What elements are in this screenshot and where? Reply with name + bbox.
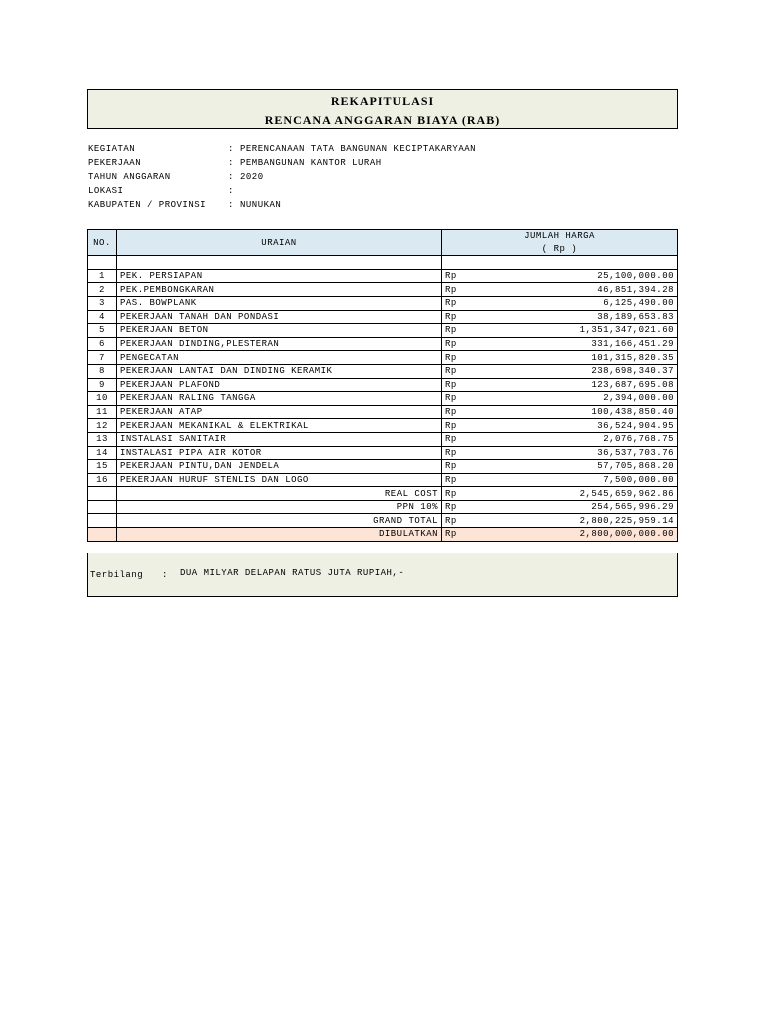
info-label: LOKASI [88,186,124,196]
header-uraian: URAIAN [117,230,442,256]
row-currency: Rp [442,446,477,460]
row-uraian: PEKERJAAN PINTU,DAN JENDELA [117,460,442,474]
title-line-1: REKAPITULASI [330,94,435,108]
header-no: NO. [88,230,117,256]
summary-label: REAL COST [117,487,442,501]
terbilang-box [87,553,678,597]
table-row [88,351,678,365]
row-currency: Rp [442,269,477,283]
row-currency: Rp [442,473,477,487]
row-uraian: INSTALASI PIPA AIR KOTOR [117,446,442,460]
row-value: 6,125,490.00 [476,296,678,310]
info-value: NUNUKAN [240,200,282,210]
summary-empty-cell [88,528,117,542]
row-uraian: PEKERJAAN DINDING,PLESTERAN [117,337,442,351]
row-number: 10 [88,392,117,406]
title-line-2: RENCANA ANGGARAN BIAYA (RAB) [264,113,501,127]
row-number: 1 [88,269,117,283]
table-row [88,337,678,351]
row-value: 238,698,340.37 [476,364,678,378]
row-number: 16 [88,473,117,487]
row-value: 100,438,850.40 [476,405,678,419]
row-currency: Rp [442,378,477,392]
row-uraian: PAS. BOWPLANK [117,296,442,310]
row-uraian: PEKERJAAN TANAH DAN PONDASI [117,310,442,324]
rab-table-body [88,256,678,541]
info-colon: : [228,158,234,168]
table-row [88,446,678,460]
info-label: KABUPATEN / PROVINSI [88,200,207,210]
row-uraian: INSTALASI SANITAIR [117,432,442,446]
row-number: 11 [88,405,117,419]
row-currency: Rp [442,392,477,406]
info-label: KEGIATAN [88,144,136,154]
terbilang-colon: : [162,570,168,580]
row-value: 36,524,904.95 [476,419,678,433]
info-value: PERENCANAAN TATA BANGUNAN KECIPTAKARYAAN [240,144,477,154]
info-label: PEKERJAAN [88,158,142,168]
header-unit: ( Rp ) [442,243,678,256]
row-number: 7 [88,351,117,365]
row-value: 2,076,768.75 [476,432,678,446]
row-uraian: PEK. PERSIAPAN [117,269,442,283]
row-currency: Rp [442,405,477,419]
row-currency: Rp [442,296,477,310]
table-row [88,392,678,406]
row-uraian: PENGECATAN [117,351,442,365]
row-uraian: PEKERJAAN LANTAI DAN DINDING KERAMIK [117,364,442,378]
row-number: 13 [88,432,117,446]
blank-row [88,256,678,270]
row-currency: Rp [442,432,477,446]
row-value: 123,687,695.08 [476,378,678,392]
row-value: 1,351,347,021.60 [476,324,678,338]
row-uraian: PEKERJAAN RALING TANGGA [117,392,442,406]
row-value: 25,100,000.00 [476,269,678,283]
row-number: 4 [88,310,117,324]
summary-currency: Rp [442,500,477,514]
summary-value: 2,800,000,000.00 [476,528,678,542]
row-currency: Rp [442,460,477,474]
row-number: 6 [88,337,117,351]
summary-empty-cell [88,514,117,528]
row-number: 14 [88,446,117,460]
row-value: 46,851,394.28 [476,283,678,297]
row-uraian: PEKERJAAN PLAFOND [117,378,442,392]
terbilang-value: DUA MILYAR DELAPAN RATUS JUTA RUPIAH,- [180,568,405,578]
row-value: 331,166,451.29 [476,337,678,351]
table-row [88,310,678,324]
table-row [88,460,678,474]
summary-row [88,514,678,528]
row-uraian: PEK.PEMBONGKARAN [117,283,442,297]
row-value: 101,315,820.35 [476,351,678,365]
info-colon: : [228,172,234,182]
summary-value: 254,565,996.29 [476,500,678,514]
row-number: 2 [88,283,117,297]
summary-currency: Rp [442,487,477,501]
row-uraian: PEKERJAAN BETON [117,324,442,338]
summary-row [88,487,678,501]
table-row [88,324,678,338]
table-row [88,473,678,487]
row-number: 5 [88,324,117,338]
row-currency: Rp [442,351,477,365]
row-currency: Rp [442,419,477,433]
summary-row [88,528,678,542]
row-number: 9 [88,378,117,392]
summary-currency: Rp [442,514,477,528]
summary-currency: Rp [442,528,477,542]
row-currency: Rp [442,310,477,324]
summary-label: GRAND TOTAL [117,514,442,528]
table-row [88,283,678,297]
row-value: 36,537,703.76 [476,446,678,460]
summary-empty-cell [88,487,117,501]
rab-table [87,229,678,542]
terbilang-label: Terbilang [90,570,144,580]
table-row [88,296,678,310]
header-jumlah: JUMLAH HARGA [442,230,678,243]
info-value: PEMBANGUNAN KANTOR LURAH [240,158,382,168]
row-number: 12 [88,419,117,433]
row-currency: Rp [442,324,477,338]
table-row [88,269,678,283]
summary-value: 2,545,659,962.86 [476,487,678,501]
row-uraian: PEKERJAAN HURUF STENLIS DAN LOGO [117,473,442,487]
row-number: 8 [88,364,117,378]
row-currency: Rp [442,283,477,297]
summary-label: DIBULATKAN [117,528,442,542]
table-row [88,432,678,446]
info-colon: : [228,200,234,210]
row-uraian: PEKERJAAN MEKANIKAL & ELEKTRIKAL [117,419,442,433]
summary-value: 2,800,225,959.14 [476,514,678,528]
row-value: 38,189,653.83 [476,310,678,324]
info-value: 2020 [240,172,264,182]
table-row [88,419,678,433]
row-uraian: PEKERJAAN ATAP [117,405,442,419]
info-colon: : [228,186,234,196]
summary-empty-cell [88,500,117,514]
summary-label: PPN 10% [117,500,442,514]
info-label: TAHUN ANGGARAN [88,172,171,182]
table-row [88,405,678,419]
row-number: 3 [88,296,117,310]
document-title-box [87,89,678,129]
table-row [88,378,678,392]
row-value: 57,705,868.20 [476,460,678,474]
row-value: 7,500,000.00 [476,473,678,487]
info-colon: : [228,144,234,154]
row-value: 2,394,000.00 [476,392,678,406]
row-currency: Rp [442,364,477,378]
row-number: 15 [88,460,117,474]
summary-row [88,500,678,514]
table-row [88,364,678,378]
row-currency: Rp [442,337,477,351]
